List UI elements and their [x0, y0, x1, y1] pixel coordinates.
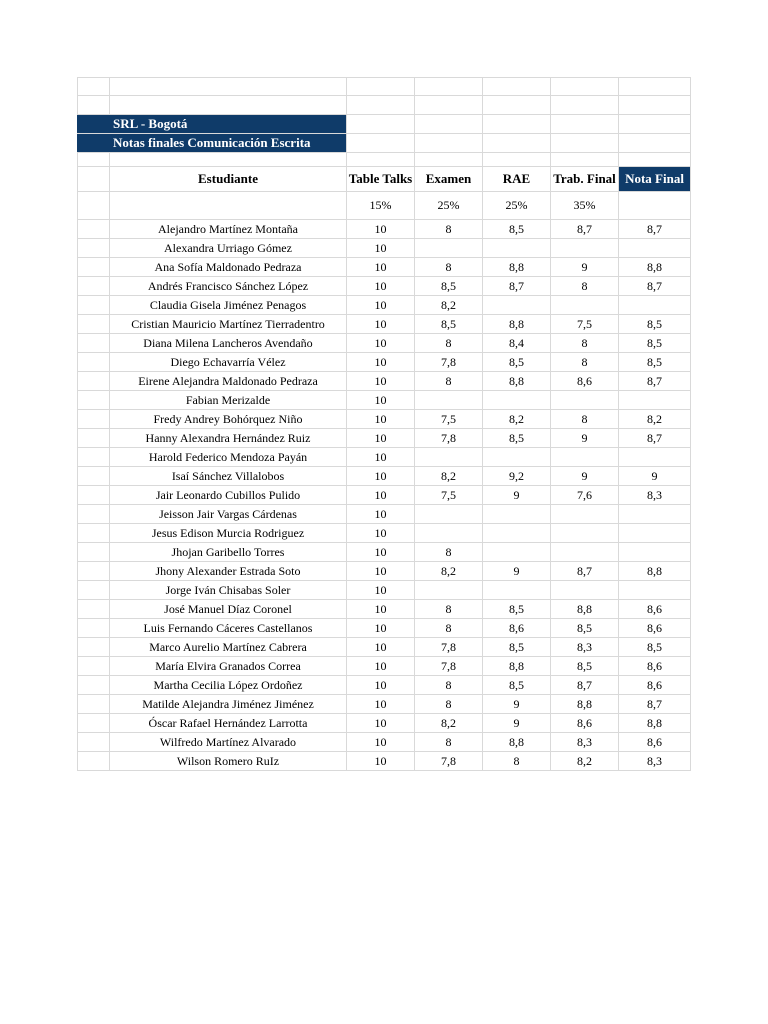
grade-trab-final	[550, 448, 618, 466]
grade-nota-final: 8,7	[618, 220, 691, 238]
grade-nota-final: 8,3	[618, 486, 691, 504]
grade-nota-final: 8,6	[618, 619, 691, 637]
grade-examen	[414, 524, 482, 542]
grade-rae: 9,2	[482, 467, 550, 485]
grade-rae	[482, 239, 550, 257]
grade-rae	[482, 543, 550, 561]
grade-examen: 7,8	[414, 353, 482, 371]
table-row	[77, 524, 691, 543]
grade-nota-final: 8,5	[618, 638, 691, 656]
grade-nota-final: 8,5	[618, 334, 691, 352]
grade-nota-final	[618, 524, 691, 542]
grade-rae: 8,5	[482, 600, 550, 618]
grade-nota-final: 8,6	[618, 733, 691, 751]
table-row	[77, 467, 691, 486]
grade-rae: 8,5	[482, 429, 550, 447]
grade-trab-final: 8	[550, 410, 618, 428]
grade-nota-final	[618, 448, 691, 466]
grade-trab-final	[550, 543, 618, 561]
grade-table-talks: 10	[346, 258, 414, 276]
grade-table-talks: 10	[346, 220, 414, 238]
table-row	[77, 410, 691, 429]
grade-trab-final: 8,6	[550, 714, 618, 732]
table-row	[77, 638, 691, 657]
grade-table-talks: 10	[346, 638, 414, 656]
grade-rae	[482, 505, 550, 523]
grade-nota-final: 8,6	[618, 657, 691, 675]
student-name: Isaí Sánchez Villalobos	[109, 467, 346, 485]
grade-nota-final: 8,8	[618, 714, 691, 732]
grade-nota-final: 8,5	[618, 315, 691, 333]
grade-trab-final: 9	[550, 429, 618, 447]
grade-nota-final: 8,7	[618, 372, 691, 390]
student-name: Jesus Edison Murcia Rodriguez	[109, 524, 346, 542]
grade-rae: 9	[482, 486, 550, 504]
grade-table-talks: 10	[346, 733, 414, 751]
grade-rae: 8,8	[482, 372, 550, 390]
grade-examen: 8	[414, 543, 482, 561]
student-name: Harold Federico Mendoza Payán	[109, 448, 346, 466]
grade-rae: 9	[482, 714, 550, 732]
grade-examen: 8	[414, 600, 482, 618]
grade-rae: 8,5	[482, 220, 550, 238]
table-row	[77, 277, 691, 296]
grade-nota-final	[618, 239, 691, 257]
grade-rae: 8,5	[482, 638, 550, 656]
grade-trab-final	[550, 524, 618, 542]
table-row	[77, 239, 691, 258]
grade-trab-final: 8	[550, 334, 618, 352]
grade-examen	[414, 448, 482, 466]
grade-trab-final	[550, 391, 618, 409]
grade-trab-final: 8,5	[550, 619, 618, 637]
student-name: Ana Sofía Maldonado Pedraza	[109, 258, 346, 276]
grade-trab-final: 8	[550, 277, 618, 295]
student-name: Alejandro Martínez Montaña	[109, 220, 346, 238]
grade-nota-final: 8,6	[618, 676, 691, 694]
grade-nota-final: 8,8	[618, 562, 691, 580]
sheet-subtitle: Notas finales Comunicación Escrita	[109, 134, 346, 152]
grade-rae: 8	[482, 752, 550, 770]
grade-rae	[482, 524, 550, 542]
grade-nota-final	[618, 505, 691, 523]
table-row	[77, 505, 691, 524]
weights-row	[77, 192, 691, 220]
grade-rae: 9	[482, 695, 550, 713]
weight-trab-final: 35%	[550, 192, 618, 219]
grade-rae: 8,7	[482, 277, 550, 295]
grade-trab-final: 8,7	[550, 562, 618, 580]
grade-table-talks: 10	[346, 353, 414, 371]
table-row	[77, 619, 691, 638]
grade-table-talks: 10	[346, 619, 414, 637]
grade-rae: 8,8	[482, 315, 550, 333]
student-name: Jhony Alexander Estrada Soto	[109, 562, 346, 580]
grade-rae	[482, 448, 550, 466]
grade-examen: 7,8	[414, 657, 482, 675]
student-name: Jeisson Jair Vargas Cárdenas	[109, 505, 346, 523]
table-row	[77, 429, 691, 448]
header-examen: Examen	[414, 167, 482, 191]
student-name: Matilde Alejandra Jiménez Jiménez	[109, 695, 346, 713]
student-name: Martha Cecilia López Ordoñez	[109, 676, 346, 694]
grade-trab-final: 8,8	[550, 600, 618, 618]
table-row	[77, 581, 691, 600]
grade-nota-final: 8,3	[618, 752, 691, 770]
grade-examen: 7,8	[414, 752, 482, 770]
grade-rae	[482, 391, 550, 409]
grades-sheet	[77, 77, 691, 771]
grade-nota-final	[618, 391, 691, 409]
grade-trab-final: 9	[550, 258, 618, 276]
grade-examen: 8	[414, 372, 482, 390]
grade-nota-final: 8,7	[618, 695, 691, 713]
student-name: Cristian Mauricio Martínez Tierradentro	[109, 315, 346, 333]
title-row-2	[77, 134, 691, 153]
grade-rae: 8,2	[482, 410, 550, 428]
grade-trab-final: 8,5	[550, 657, 618, 675]
grade-rae: 8,8	[482, 733, 550, 751]
grade-table-talks: 10	[346, 429, 414, 447]
title-row-1	[77, 115, 691, 134]
grade-table-talks: 10	[346, 334, 414, 352]
student-name: Claudia Gisela Jiménez Penagos	[109, 296, 346, 314]
grade-trab-final: 8,3	[550, 733, 618, 751]
grade-rae: 8,5	[482, 353, 550, 371]
grade-table-talks: 10	[346, 239, 414, 257]
sheet-title: SRL - Bogotá	[109, 115, 346, 133]
grade-table-talks: 10	[346, 372, 414, 390]
table-row	[77, 315, 691, 334]
table-row	[77, 353, 691, 372]
grade-rae: 8,8	[482, 258, 550, 276]
table-row	[77, 657, 691, 676]
header-table-talks: Table Talks	[346, 167, 414, 191]
student-name: Marco Aurelio Martínez Cabrera	[109, 638, 346, 656]
grade-nota-final: 8,6	[618, 600, 691, 618]
grade-table-talks: 10	[346, 524, 414, 542]
grade-trab-final: 8,3	[550, 638, 618, 656]
student-name: Fredy Andrey Bohórquez Niño	[109, 410, 346, 428]
grade-rae: 8,6	[482, 619, 550, 637]
grade-examen: 8	[414, 220, 482, 238]
header-nota-final: Nota Final	[618, 167, 691, 191]
grade-examen	[414, 505, 482, 523]
grade-examen: 8,2	[414, 562, 482, 580]
grade-trab-final	[550, 296, 618, 314]
table-row	[77, 733, 691, 752]
grade-nota-final	[618, 543, 691, 561]
student-name: Diana Milena Lancheros Avendaño	[109, 334, 346, 352]
grade-examen: 8	[414, 676, 482, 694]
empty-row	[77, 153, 691, 167]
grade-nota-final: 8,2	[618, 410, 691, 428]
grade-rae	[482, 296, 550, 314]
student-name: Diego Echavarría Vélez	[109, 353, 346, 371]
header-rae: RAE	[482, 167, 550, 191]
table-row	[77, 486, 691, 505]
grade-table-talks: 10	[346, 486, 414, 504]
grade-table-talks: 10	[346, 695, 414, 713]
grade-nota-final: 8,8	[618, 258, 691, 276]
grade-table-talks: 10	[346, 277, 414, 295]
grade-examen: 8	[414, 258, 482, 276]
grade-examen: 8,5	[414, 315, 482, 333]
grade-trab-final: 7,5	[550, 315, 618, 333]
grade-nota-final	[618, 296, 691, 314]
grade-nota-final	[618, 581, 691, 599]
grade-table-talks: 10	[346, 315, 414, 333]
table-row	[77, 695, 691, 714]
grade-table-talks: 10	[346, 505, 414, 523]
grade-table-talks: 10	[346, 543, 414, 561]
grade-examen: 8,5	[414, 277, 482, 295]
grade-nota-final: 8,5	[618, 353, 691, 371]
empty-row	[77, 96, 691, 115]
grade-trab-final: 8	[550, 353, 618, 371]
grade-table-talks: 10	[346, 657, 414, 675]
grade-table-talks: 10	[346, 600, 414, 618]
grade-examen: 8,2	[414, 467, 482, 485]
grade-trab-final: 8,6	[550, 372, 618, 390]
grade-examen: 7,8	[414, 638, 482, 656]
grade-trab-final: 8,2	[550, 752, 618, 770]
table-row	[77, 334, 691, 353]
table-row	[77, 714, 691, 733]
grade-examen	[414, 391, 482, 409]
grade-trab-final	[550, 239, 618, 257]
grade-table-talks: 10	[346, 448, 414, 466]
grade-examen: 8,2	[414, 296, 482, 314]
student-table-body	[77, 220, 691, 771]
table-row	[77, 372, 691, 391]
grade-trab-final: 9	[550, 467, 618, 485]
student-name: Luis Fernando Cáceres Castellanos	[109, 619, 346, 637]
table-row	[77, 258, 691, 277]
header-row	[77, 167, 691, 192]
grade-trab-final: 7,6	[550, 486, 618, 504]
header-trab-final: Trab. Final	[550, 167, 618, 191]
table-row	[77, 296, 691, 315]
student-name: José Manuel Díaz Coronel	[109, 600, 346, 618]
grade-trab-final	[550, 581, 618, 599]
grade-table-talks: 10	[346, 562, 414, 580]
grade-table-talks: 10	[346, 676, 414, 694]
grade-rae	[482, 581, 550, 599]
student-name: Jorge Iván Chisabas Soler	[109, 581, 346, 599]
grade-examen	[414, 581, 482, 599]
grade-table-talks: 10	[346, 391, 414, 409]
grade-rae: 9	[482, 562, 550, 580]
grade-table-talks: 10	[346, 467, 414, 485]
grade-examen: 7,5	[414, 486, 482, 504]
weight-table-talks: 15%	[346, 192, 414, 219]
grade-examen: 8	[414, 695, 482, 713]
table-row	[77, 220, 691, 239]
grade-nota-final: 9	[618, 467, 691, 485]
weight-examen: 25%	[414, 192, 482, 219]
table-row	[77, 543, 691, 562]
table-row	[77, 676, 691, 695]
header-student: Estudiante	[109, 167, 346, 191]
grade-nota-final: 8,7	[618, 277, 691, 295]
grade-rae: 8,8	[482, 657, 550, 675]
grade-examen: 8	[414, 733, 482, 751]
grade-table-talks: 10	[346, 714, 414, 732]
table-row	[77, 448, 691, 467]
grade-examen: 8,2	[414, 714, 482, 732]
student-name: Wilson Romero RuIz	[109, 752, 346, 770]
grade-trab-final: 8,7	[550, 676, 618, 694]
empty-row	[77, 77, 691, 96]
student-name: Fabian Merizalde	[109, 391, 346, 409]
grade-examen	[414, 239, 482, 257]
student-name: Andrés Francisco Sánchez López	[109, 277, 346, 295]
student-name: Hanny Alexandra Hernández Ruiz	[109, 429, 346, 447]
weight-rae: 25%	[482, 192, 550, 219]
grade-table-talks: 10	[346, 410, 414, 428]
student-name: Alexandra Urriago Gómez	[109, 239, 346, 257]
student-name: Eirene Alejandra Maldonado Pedraza	[109, 372, 346, 390]
table-row	[77, 752, 691, 771]
grade-trab-final: 8,8	[550, 695, 618, 713]
grade-table-talks: 10	[346, 752, 414, 770]
grade-trab-final	[550, 505, 618, 523]
student-name: Óscar Rafael Hernández Larrotta	[109, 714, 346, 732]
student-name: Wilfredo Martínez Alvarado	[109, 733, 346, 751]
table-row	[77, 562, 691, 581]
student-name: Jhojan Garibello Torres	[109, 543, 346, 561]
grade-examen: 7,8	[414, 429, 482, 447]
student-name: María Elvira Granados Correa	[109, 657, 346, 675]
grade-trab-final: 8,7	[550, 220, 618, 238]
grade-examen: 8	[414, 334, 482, 352]
grade-rae: 8,4	[482, 334, 550, 352]
table-row	[77, 600, 691, 619]
grade-rae: 8,5	[482, 676, 550, 694]
table-row	[77, 391, 691, 410]
grade-examen: 7,5	[414, 410, 482, 428]
grade-examen: 8	[414, 619, 482, 637]
grade-nota-final: 8,7	[618, 429, 691, 447]
student-name: Jair Leonardo Cubillos Pulido	[109, 486, 346, 504]
grade-table-talks: 10	[346, 581, 414, 599]
grade-table-talks: 10	[346, 296, 414, 314]
